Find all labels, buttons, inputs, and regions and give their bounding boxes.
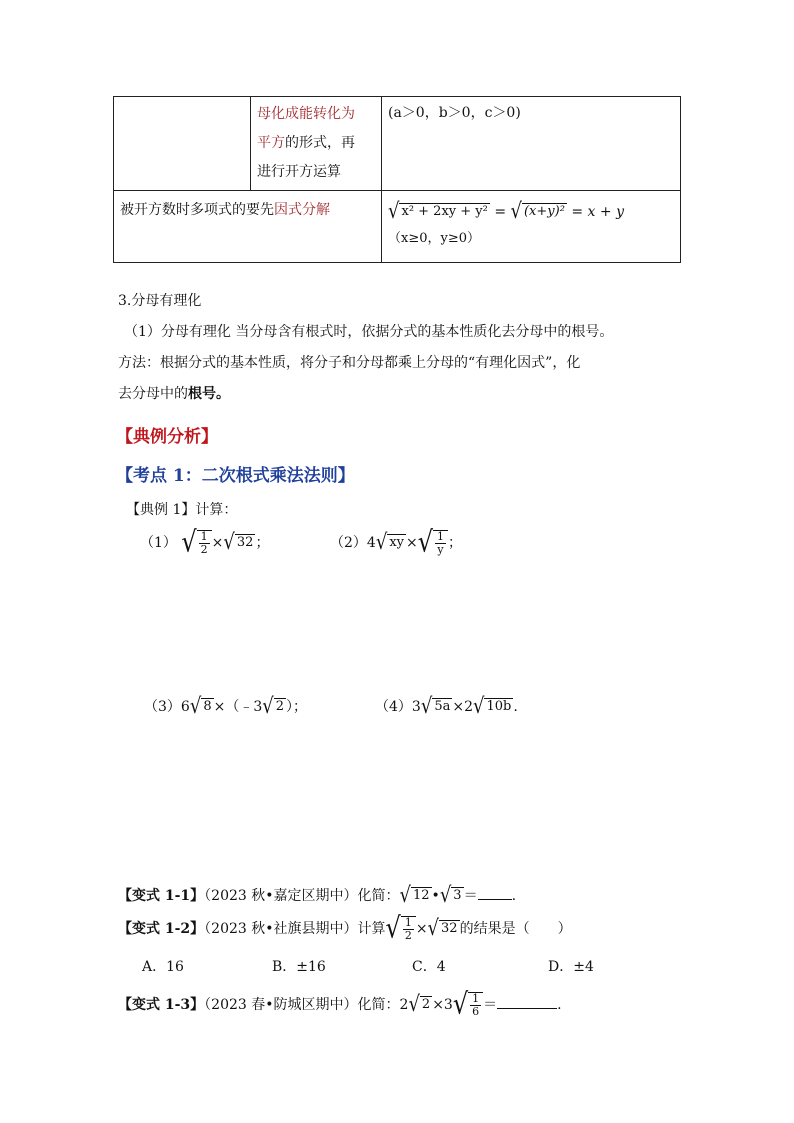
table-cell-rule bbox=[114, 191, 382, 263]
example1-q1: （1） √ $\frac{1}{2}$ × √ 32 ； bbox=[140, 524, 270, 559]
example1-q3: （3）6 √ 8 ×（﹣3 √ 2 ）； bbox=[144, 693, 307, 719]
table-row bbox=[114, 191, 681, 263]
example1-label: 【典例 1】计算： bbox=[126, 502, 238, 518]
option-a[interactable]: A．16 bbox=[142, 959, 184, 975]
table-cell-formula bbox=[382, 191, 681, 263]
example1-q2: （2）4 √ xy × √ $\frac{1}{y}$ ； bbox=[330, 524, 463, 559]
answer-blank[interactable] bbox=[497, 1008, 557, 1009]
sqrt-rhs: √ (x+y)² bbox=[510, 198, 565, 224]
option-d[interactable]: D．±4 bbox=[548, 959, 594, 975]
formula-condition: （x≥0，y≥0） bbox=[388, 231, 481, 246]
sqrt-32: √ 32 bbox=[427, 915, 458, 941]
method-line3: 进行开方运算 bbox=[257, 164, 341, 180]
rules-table bbox=[113, 96, 681, 263]
sqrt-2: √ 2 bbox=[262, 693, 284, 719]
rule-red: 因式分解 bbox=[274, 202, 330, 218]
option-c[interactable]: C．4 bbox=[412, 959, 446, 975]
sqrt-10b: √ 10b bbox=[472, 693, 512, 719]
sqrt-2: √ 2 bbox=[408, 991, 431, 1017]
formula-result: = x + y bbox=[571, 204, 624, 220]
sqrt-8: √ 8 bbox=[189, 693, 212, 719]
sqrt-fraction: √ $\frac{1}{2}$ bbox=[386, 916, 416, 942]
variant-1-1: 【变式 1-1】（2023 秋•嘉定区期中）化简： √ 12 • √ 3 ＝ . bbox=[118, 882, 517, 908]
example1-q4: （4）3 √ 5a ×2 √ 10b . bbox=[375, 693, 518, 719]
answer-blank[interactable] bbox=[478, 899, 512, 900]
sqrt-xy: √ xy bbox=[375, 529, 404, 555]
formula: √ x² + 2xy + y² = √ (x+y)² = x + y bbox=[388, 198, 624, 224]
section3-p3: 去分母中的根号。 bbox=[118, 386, 230, 402]
sqrt-fraction: √ $\frac{1}{2}$ bbox=[181, 530, 211, 556]
variant-1-2: 【变式 1-2】（2023 秋•社旗县期中）计算 √ $\frac{1}{2}$ × √ 32 的结果是（ ） bbox=[118, 910, 572, 945]
table-cell-method bbox=[251, 97, 382, 191]
section3-p1: （1）分母有理化 当分母含有根式时，依据分式的基本性质化去分母中的根号。 bbox=[124, 324, 614, 340]
variant-1-3: 【变式 1-3】（2023 春•防城区期中）化简：2 √ 2 ×3 √ $\frac{1}{6}$ ＝ . bbox=[118, 986, 562, 1021]
method-line2-rest: 的形式，再 bbox=[285, 135, 355, 151]
option-b[interactable]: B．±16 bbox=[272, 959, 326, 975]
rule-text: 被开方数时多项式的要先 bbox=[120, 202, 274, 218]
sqrt-fraction: √ $\frac{1}{y}$ bbox=[418, 530, 448, 556]
kaodian-heading: 【考点 1：二次根式乘法法则】 bbox=[116, 466, 355, 486]
section3-p2: 方法：根据分式的基本性质，将分子和分母都乘上分母的“有理化因式”，化 bbox=[118, 355, 581, 371]
section3-title: 3.分母有理化 bbox=[118, 293, 202, 309]
sqrt-5a: √ 5a bbox=[420, 693, 451, 719]
table-cell-condition bbox=[382, 97, 681, 191]
sqrt-12: √ 12 bbox=[399, 882, 430, 908]
sqrt-32: √ 32 bbox=[223, 529, 254, 555]
method-line2-red: 平方 bbox=[257, 135, 285, 151]
method-line1: 母化成能转化为 bbox=[257, 106, 355, 122]
table-row bbox=[114, 97, 681, 191]
condition-text: (a＞0，b＞0，c＞0) bbox=[388, 105, 521, 121]
table-cell-empty bbox=[114, 97, 251, 191]
analysis-heading: 【典例分析】 bbox=[116, 427, 218, 447]
sqrt-fraction: √ $\frac{1}{6}$ bbox=[453, 992, 483, 1018]
sqrt-radicand: √ x² + 2xy + y² bbox=[388, 198, 488, 224]
sqrt-3: √ 3 bbox=[439, 882, 462, 908]
